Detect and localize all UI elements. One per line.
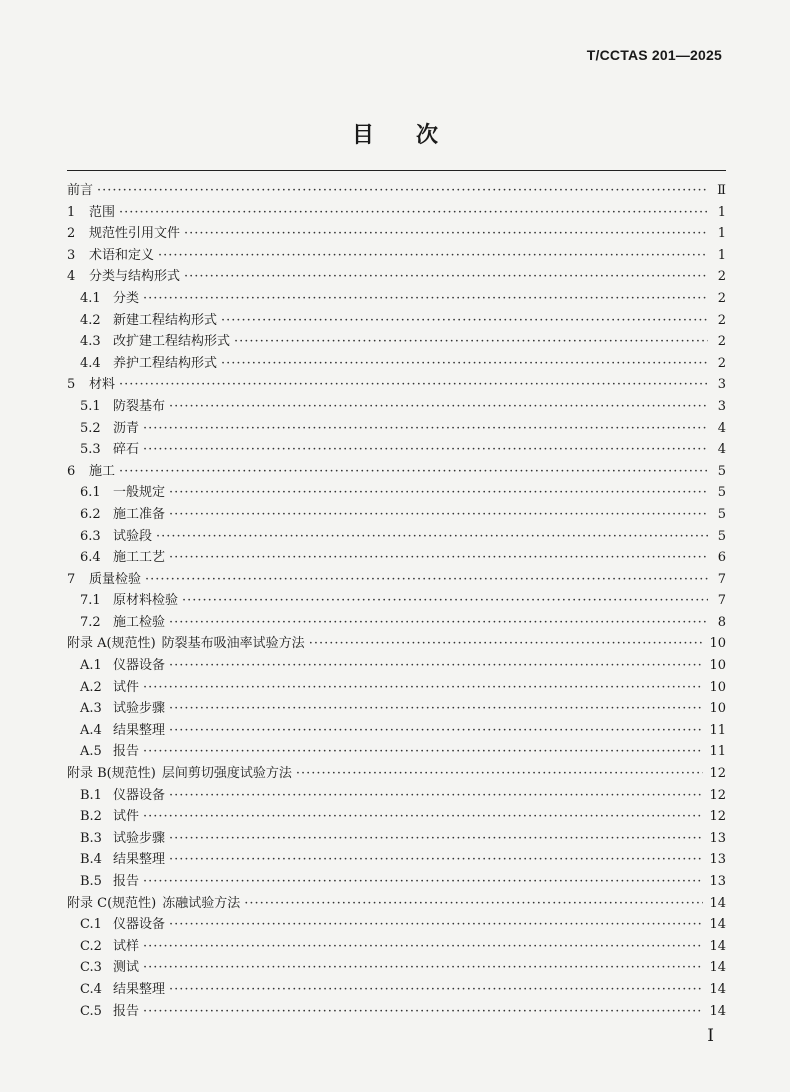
toc-entry[interactable] [67, 288, 726, 310]
toc-entry-label: 试验步骤 [113, 830, 166, 846]
toc-leader-dots [169, 612, 708, 634]
header-divider [67, 170, 726, 171]
toc-entry[interactable] [67, 655, 726, 677]
toc-entry[interactable] [67, 310, 726, 332]
toc-entry-number: 2 [67, 226, 76, 242]
toc-entry[interactable] [67, 871, 726, 893]
toc-entry[interactable] [67, 979, 726, 1001]
toc-entry-label: 分类与结构形式 [89, 269, 181, 285]
toc-entry-page: 10 [709, 701, 726, 717]
toc-entry-label: 仪器设备 [113, 658, 166, 674]
toc-entry-page: 10 [709, 679, 726, 695]
toc-entry[interactable] [67, 741, 726, 763]
toc-entry-page: 12 [709, 809, 726, 825]
toc-leader-dots [119, 461, 708, 483]
toc-leader-dots [143, 741, 703, 763]
toc-entry[interactable] [67, 785, 726, 807]
toc-entry-number: B.1 [80, 787, 102, 803]
toc-leader-dots [143, 806, 703, 828]
toc-leader-dots [169, 979, 703, 1001]
toc-entry[interactable] [67, 461, 726, 483]
toc-entry-label: 施工 [89, 463, 116, 479]
toc-entry[interactable] [67, 202, 726, 224]
toc-entry-number: 附录 A(规范性) [67, 636, 156, 652]
toc-entry-page: 7 [717, 593, 726, 609]
toc-entry[interactable] [67, 353, 726, 375]
toc-leader-dots [184, 223, 708, 245]
toc-entry-number: 5 [67, 377, 76, 393]
toc-entry-number: 6.3 [80, 528, 101, 544]
toc-entry-number: A.4 [80, 722, 102, 738]
toc-leader-dots [169, 547, 708, 569]
toc-entry-page: 1 [717, 247, 726, 263]
toc-entry-number: 附录 C(规范性) [67, 895, 157, 911]
toc-entry[interactable] [67, 396, 726, 418]
toc-entry-number: 6 [67, 463, 76, 479]
toc-entry-label: 防裂基布 [113, 398, 166, 414]
toc-leader-dots [244, 893, 703, 915]
toc-entry-page: 11 [709, 722, 726, 738]
toc-entry-page: 13 [709, 874, 726, 889]
page-number: I [707, 1026, 714, 1046]
toc-leader-dots [296, 763, 704, 785]
toc-leader-dots [143, 677, 703, 699]
toc-entry-label: 结果整理 [113, 852, 166, 868]
toc-entry-number: 7.1 [80, 593, 101, 609]
toc-entry-number: C.5 [80, 1003, 102, 1019]
toc-leader-dots [158, 245, 708, 267]
toc-leader-dots [169, 849, 703, 871]
toc-entry-number: 6.4 [80, 550, 101, 566]
toc-entry-page: 1 [717, 204, 726, 220]
toc-entry-page: Ⅱ [717, 183, 726, 198]
toc-entry-label: 试验步骤 [113, 701, 166, 717]
toc-entry-label: 新建工程结构形式 [113, 312, 218, 328]
toc-entry-number: 5.3 [80, 442, 101, 458]
toc-leader-dots [234, 331, 708, 353]
toc-entry-number: A.1 [80, 658, 102, 674]
toc-entry[interactable] [67, 828, 726, 850]
toc-entry[interactable] [67, 957, 726, 979]
toc-entry-number: 4.2 [80, 312, 101, 328]
toc-entry-label: 防裂基布吸油率试验方法 [161, 636, 305, 652]
toc-entry[interactable] [67, 893, 726, 915]
toc-entry-number: A.3 [80, 701, 102, 717]
toc-entry-page: 2 [717, 334, 726, 350]
toc-entry-number: 5.1 [80, 398, 101, 414]
toc-entry[interactable] [67, 806, 726, 828]
toc-entry-number: 4.4 [80, 355, 101, 371]
toc-leader-dots [169, 785, 703, 807]
toc-entry[interactable] [67, 526, 726, 548]
toc-entry[interactable] [67, 547, 726, 569]
toc-entry-label: 报告 [113, 1003, 140, 1019]
toc-leader-dots [221, 310, 708, 332]
toc-leader-dots [119, 374, 708, 396]
toc-entry-number: 3 [67, 247, 76, 263]
toc-leader-dots [169, 655, 703, 677]
toc-entry-number: 附录 B(规范性) [67, 766, 156, 782]
toc-entry[interactable] [67, 633, 726, 655]
title-char-1: 目 [351, 123, 374, 148]
toc-entry-label: 一般规定 [113, 485, 166, 501]
toc-leader-dots [143, 288, 708, 310]
toc-entry-number: 7.2 [80, 614, 101, 630]
toc-entry-number: C.2 [80, 938, 102, 954]
toc-entry-number: A.2 [80, 679, 102, 695]
toc-entry-page: 2 [717, 312, 726, 328]
toc-leader-dots [143, 871, 703, 893]
toc-entry-label: 沥青 [113, 420, 140, 436]
toc-entry-page: 7 [717, 571, 726, 587]
toc-entry[interactable] [67, 266, 726, 288]
toc-entry-label: 试样 [113, 938, 140, 954]
toc-entry-number: C.3 [80, 960, 102, 976]
toc-entry-number: B.5 [80, 874, 102, 889]
toc-entry[interactable] [67, 849, 726, 871]
toc-entry[interactable] [67, 677, 726, 699]
toc-entry[interactable] [67, 914, 726, 936]
toc-leader-dots [143, 418, 708, 440]
title-char-2: 次 [416, 123, 439, 148]
toc-leader-dots [143, 936, 703, 958]
toc-entry-page: 14 [709, 981, 726, 997]
toc-entry-number: 4.3 [80, 334, 101, 350]
toc-entry-page: 11 [709, 744, 726, 760]
toc-entry-page: 12 [709, 787, 726, 803]
toc-entry[interactable] [67, 439, 726, 461]
toc-entry[interactable] [67, 1001, 726, 1023]
toc-entry[interactable] [67, 569, 726, 591]
toc-entry-label: 报告 [113, 874, 140, 889]
toc-entry-label: 质量检验 [89, 571, 142, 587]
toc-leader-dots [143, 439, 708, 461]
toc-entry-page: 5 [717, 528, 726, 544]
toc-entry-number: B.3 [80, 830, 102, 846]
toc-entry-label: 材料 [89, 377, 116, 393]
toc-entry-label: 施工工艺 [113, 550, 166, 566]
toc-entry-label: 冻融试验方法 [162, 895, 241, 911]
toc-entry[interactable] [67, 331, 726, 353]
toc-entry-page: 6 [717, 550, 726, 566]
toc-entry-page: 4 [717, 442, 726, 458]
toc-entry-label: 试件 [113, 679, 140, 695]
toc-leader-dots [169, 504, 708, 526]
toc-leader-dots [169, 698, 703, 720]
toc-entry-label: 测试 [113, 960, 140, 976]
toc-entry-page: 5 [717, 463, 726, 479]
toc-leader-dots [97, 180, 708, 202]
toc-entry[interactable] [67, 936, 726, 958]
toc-entry-label: 结果整理 [113, 981, 166, 997]
toc-entry-page: 2 [717, 269, 726, 285]
toc-entry-page: 2 [717, 355, 726, 371]
toc-entry-label: 碎石 [113, 442, 140, 458]
toc-leader-dots [169, 396, 708, 418]
toc-leader-dots [169, 828, 703, 850]
toc-leader-dots [143, 1001, 703, 1023]
toc-entry-page: 13 [709, 830, 726, 846]
toc-leader-dots [309, 633, 704, 655]
toc-entry-page: 12 [709, 766, 726, 782]
toc-entry-page: 14 [709, 938, 726, 954]
toc-entry-label: 施工检验 [113, 614, 166, 630]
toc-entry[interactable] [67, 245, 726, 267]
toc-leader-dots [182, 590, 708, 612]
toc-entry-label: 改扩建工程结构形式 [113, 334, 231, 350]
toc-leader-dots [184, 266, 708, 288]
toc-entry-page: 2 [717, 290, 726, 306]
toc-leader-dots [169, 482, 708, 504]
toc-entry[interactable] [67, 482, 726, 504]
standard-code: T/CCTAS 201—2025 [586, 47, 722, 63]
toc-leader-dots [156, 526, 708, 548]
toc-entry-page: 13 [709, 852, 726, 868]
toc-entry-page: 10 [709, 636, 726, 652]
toc-entry[interactable] [67, 180, 726, 202]
toc-entry-number: B.4 [80, 852, 102, 868]
toc-entry[interactable] [67, 504, 726, 526]
page-title [0, 118, 790, 149]
toc-entry-page: 5 [717, 506, 726, 522]
toc-entry-number: 4.1 [80, 290, 101, 306]
toc-entry-number: C.4 [80, 981, 102, 997]
toc-entry-number: 1 [67, 204, 76, 220]
toc-entry[interactable] [67, 612, 726, 634]
toc-entry-page: 14 [709, 895, 726, 911]
toc-entry-number: 5.2 [80, 420, 101, 436]
toc-leader-dots [143, 957, 703, 979]
toc-entry-label: 术语和定义 [89, 247, 155, 263]
toc-entry-label: 层间剪切强度试验方法 [161, 766, 292, 782]
toc-entry-label: 试件 [113, 809, 140, 825]
toc-entry-label: 仪器设备 [113, 917, 166, 933]
toc-entry[interactable] [67, 763, 726, 785]
toc-entry-page: 1 [717, 226, 726, 242]
toc-entry-page: 5 [717, 485, 726, 501]
toc-entry[interactable] [67, 720, 726, 742]
toc-entry-number: 6.1 [80, 485, 101, 501]
toc-entry-number: C.1 [80, 917, 102, 933]
toc-entry[interactable] [67, 698, 726, 720]
toc-entry-page: 3 [717, 377, 726, 393]
toc-entry-number: A.5 [80, 744, 102, 760]
table-of-contents [67, 180, 726, 1022]
toc-entry-label: 范围 [89, 204, 116, 220]
toc-leader-dots [169, 914, 703, 936]
toc-entry-page: 3 [717, 398, 726, 414]
toc-entry-label: 结果整理 [113, 722, 166, 738]
toc-entry-page: 14 [709, 917, 726, 933]
toc-entry-label: 报告 [113, 744, 140, 760]
toc-entry-number: 7 [67, 571, 76, 587]
toc-entry-label: 仪器设备 [113, 787, 166, 803]
toc-entry-page: 10 [709, 658, 726, 674]
toc-entry[interactable] [67, 590, 726, 612]
toc-entry-label: 施工准备 [113, 506, 166, 522]
toc-entry-page: 14 [709, 1003, 726, 1019]
toc-entry-label: 养护工程结构形式 [113, 355, 218, 371]
toc-leader-dots [145, 569, 708, 591]
toc-entry-page: 4 [717, 420, 726, 436]
toc-entry[interactable] [67, 223, 726, 245]
toc-entry-number: 6.2 [80, 506, 101, 522]
toc-entry[interactable] [67, 374, 726, 396]
toc-entry-page: 8 [717, 614, 726, 630]
toc-leader-dots [221, 353, 708, 375]
toc-entry-label: 原材料检验 [113, 593, 179, 609]
toc-entry-label: 前言 [67, 183, 94, 198]
toc-entry-page: 14 [709, 960, 726, 976]
toc-entry-label: 试验段 [113, 528, 153, 544]
toc-entry-number: B.2 [80, 809, 102, 825]
toc-entry-label: 规范性引用文件 [89, 226, 181, 242]
toc-leader-dots [119, 202, 708, 224]
toc-entry[interactable] [67, 418, 726, 440]
toc-entry-number: 4 [67, 269, 76, 285]
toc-entry-label: 分类 [113, 290, 140, 306]
toc-leader-dots [169, 720, 703, 742]
